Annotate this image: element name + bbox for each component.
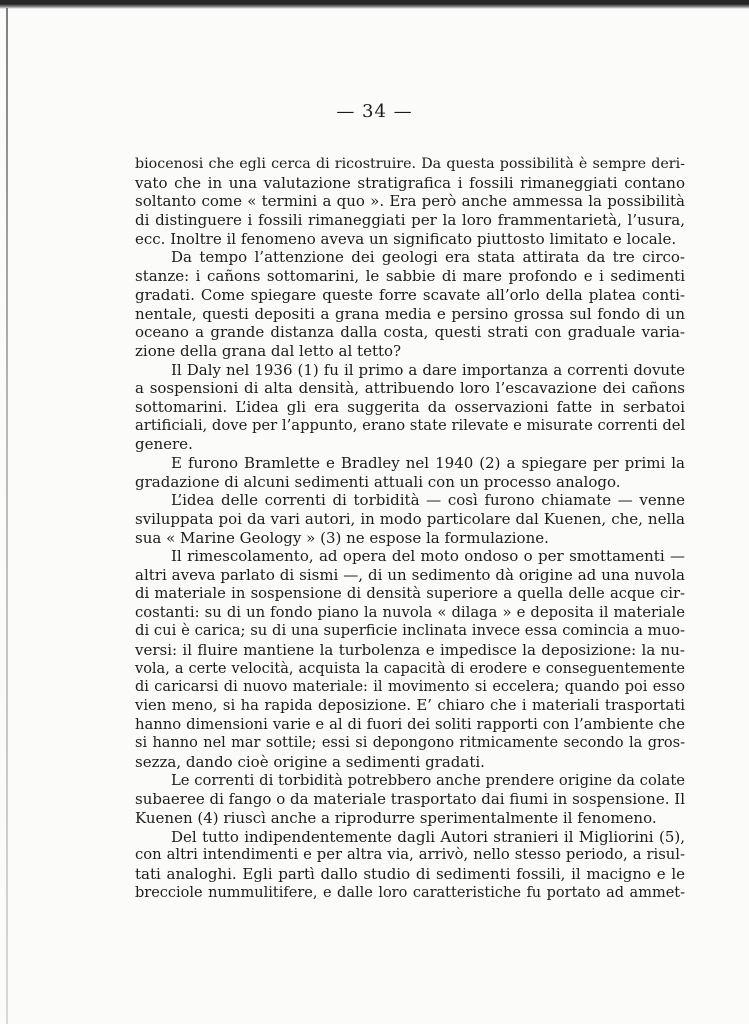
text-line: soltanto come « termini a quo ». Era però anche ammessa la possibilità [135, 192, 685, 211]
text-line: di caricarsi di nuovo materiale: il movimento si eccelera; quando poi esso [135, 679, 685, 696]
text-line: vien meno, si ha rapida deposizione. E’ chiaro che i materiali trasportati [135, 696, 685, 714]
text-line: E furono Bramlette e Bradley nel 1940 (2) a spiegare per primi la [171, 454, 685, 472]
text-line: gradati. Come spiegare queste forre scavate all’orlo della platea conti- [135, 285, 685, 304]
text-line: vola, a certe velocità, acquista la capacità di erodere e conseguentemente [135, 660, 685, 677]
text-line: L’idea delle correnti di torbidità — così furono chiamate — venne [171, 491, 685, 510]
text-line: sezza, dando cioè origine a sedimenti gradati. [135, 753, 485, 771]
text-line: zione della grana dal letto al tetto? [135, 341, 402, 360]
text-line: nentale, questi depositi a grana media e persino grossa sul fondo di un [135, 304, 685, 323]
text-line: con altri intendimenti e per altra via, arrivò, nello stesso periodo, a risul- [135, 846, 685, 864]
text-line: vato che in una valutazione stratigrafica i fossili rimaneggiati contano [135, 173, 685, 192]
page-number: — 34 — [336, 101, 413, 122]
text-line: si hanno nel mar sottile; essi si depongono ritmicamente secondo la gros- [135, 735, 685, 752]
text-line: brecciole nummulitifere, e dalle loro caratteristiche fu portato ad ammet- [135, 884, 685, 901]
scan-left-edge [6, 8, 8, 1024]
text-line: tati analoghi. Egli partì dallo studio di sedimenti fossili, il macigno e le [135, 865, 685, 884]
text-line: stanze: i cañons sottomarini, le sabbie di mare profondo e i sedimenti [135, 267, 685, 286]
text-line: Le correnti di torbidità potrebbero anche prendere origine da colate [171, 771, 685, 789]
text-line: genere. [135, 435, 193, 454]
text-line: Del tutto indipendentemente dagli Autori stranieri il Migliorini (5), [171, 827, 685, 846]
text-line: sottomarini. L’idea gli era suggerita da osservazioni fatte in serbatoi [135, 397, 685, 416]
text-line: sua « Marine Geology » (3) ne espose la formulazione. [135, 528, 549, 547]
text-line: oceano a grande distanza dalla costa, questi strati con graduale varia- [135, 323, 685, 342]
text-line: ecc. Inoltre il fenomeno aveva un significato piuttosto limitato e locale. [135, 229, 677, 248]
text-line: altri aveva parlato di sismi —, di un sedimento dà origine ad una nuvola [135, 566, 685, 585]
text-line: Da tempo l’attenzione dei geologi era stata attirata da tre circo- [171, 248, 685, 267]
text-line: di distinguere i fossili rimaneggiati per la loro frammentarietà, l’usura, [135, 211, 685, 230]
text-line: Il rimescolamento, ad opera del moto ondoso o per smottamenti — [171, 547, 685, 566]
text-line: subaeree di fango o da materiale trasportato dai fiumi in sospensione. Il [135, 790, 685, 809]
text-line: a sospensioni di alta densità, attribuendo loro l’escavazione dei cañons [135, 379, 685, 398]
text-line: Kuenen (4) riuscì anche a riprodurre sperimentalmente il fenomeno. [135, 809, 657, 828]
text-line: artificiali, dove per l’appunto, erano state rilevate e misurate correnti del [135, 416, 686, 434]
text-line: gradazione di alcuni sedimenti attuali con un processo analogo. [135, 472, 621, 491]
text-line: di materiale in sospensione di densità superiore a quella delle acque cir- [135, 584, 685, 602]
scan-top-edge [0, 0, 749, 9]
text-line: costanti: su di un fondo piano la nuvola « dilaga » e deposita il materiale [135, 603, 685, 621]
text-line: di cui è carica; su di una superficie inclinata invece essa comincia a muo- [135, 622, 685, 640]
text-line: versi: il fluire mantiene la turbolenza e impedisce la deposizione: la nu- [135, 640, 685, 659]
text-line: hanno dimensioni varie e al di fuori dei soliti rapporti con l’ambiente che [135, 715, 685, 733]
body-text [135, 155, 685, 903]
text-line: sviluppata poi da vari autori, in modo particolare dal Kuenen, che, nella [135, 510, 685, 529]
text-line: Il Daly nel 1936 (1) fu il primo a dare importanza a correnti dovute [171, 360, 685, 379]
text-line: biocenosi che egli cerca di ricostruire. Da questa possibilità è sempre deri- [135, 156, 685, 172]
